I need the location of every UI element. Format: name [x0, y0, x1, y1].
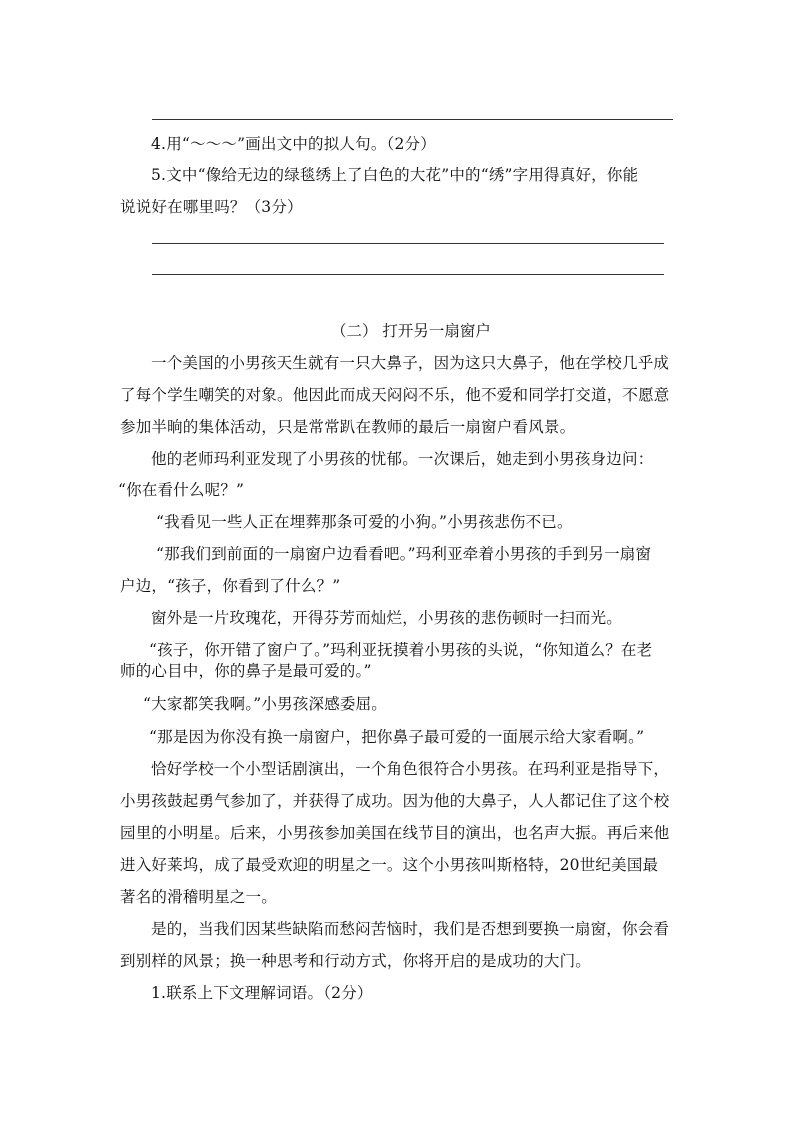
answer-line-top: [152, 119, 673, 120]
passage-line: 户边，“孩子，你看到了什么？”: [120, 577, 341, 595]
passage-line: “那我们到前面的一扇窗户边看看吧。”玛利亚牵着小男孩的手到另一扇窗: [156, 545, 652, 563]
passage-line: 恰好学校一个小型话剧演出，一个角色很符合小男孩。在玛利亚是指导下，: [151, 760, 670, 778]
passage-line: “孩子，你开错了窗户了。”玛利亚抚摸着小男孩的头说，“你知道么？在老: [149, 641, 653, 659]
passage-line: 他的老师玛利亚发现了小男孩的忧郁。一次课后，她走到小男孩身边问：: [151, 450, 654, 468]
passage-line: 是的，当我们因某些缺陷而愁闷苦恼时，我们是否想到要换一扇窗，你会看: [151, 920, 670, 938]
passage-line: 师的心目中，你的鼻子是最可爱的。”: [120, 662, 372, 680]
passage-line: 进入好莱坞，成了最受欢迎的明星之一。这个小男孩叫斯格特，20世纪美国最: [120, 856, 659, 874]
answer-line-2: [152, 274, 664, 275]
question-1: 1.联系上下文理解词语。（2分）: [151, 984, 373, 1002]
passage-line: 小男孩鼓起勇气参加了，并获得了成功。因为他的大鼻子，人人都记住了这个校: [120, 792, 670, 810]
passage-line: 园里的小明星。后来，小男孩参加美国在线节目的演出，也名声大振。再后来他: [120, 824, 670, 842]
question-4: 4.用“～～～”画出文中的拟人句。（2分）: [151, 135, 436, 153]
passage-line: “你在看什么呢？”: [118, 481, 245, 499]
answer-line-1: [152, 243, 664, 244]
passage-line: 一个美国的小男孩天生就有一只大鼻子，因为这只大鼻子，他在学校几乎成: [151, 354, 670, 372]
question-5-line-2: 说说好在哪里吗？（3分）: [120, 198, 303, 216]
passage-line: 窗外是一片玫瑰花，开得芬芳而灿烂，小男孩的悲伤顿时一扫而光。: [151, 609, 623, 627]
passage-line: “那是因为你没有换一扇窗户，把你鼻子最可爱的一面展示给大家看啊。”: [149, 728, 645, 746]
passage-line: 了每个学生嘲笑的对象。他因此而成天闷闷不乐，他不爱和同学打交道，不愿意: [120, 386, 670, 404]
passage-line: 到别样的风景；换一种思考和行动方式，你将开启的是成功的大门。: [120, 952, 592, 970]
passage-line: “大家都笑我啊。”小男孩深感委屈。: [143, 695, 387, 713]
passage-line: “我看见一些人正在埋葬那条可爱的小狗。”小男孩悲伤不已。: [156, 513, 573, 531]
passage-title: （二） 打开另一扇窗户: [331, 322, 491, 340]
passage-line: 参加半晌的集体活动，只是常常趴在教师的最后一扇窗户看风景。: [120, 418, 576, 436]
question-5-line-1: 5.文中“像给无边的绿毯绣上了白色的大花”中的“绣”字用得真好，你能: [151, 166, 639, 184]
passage-line: 著名的滑稽明星之一。: [120, 888, 278, 906]
